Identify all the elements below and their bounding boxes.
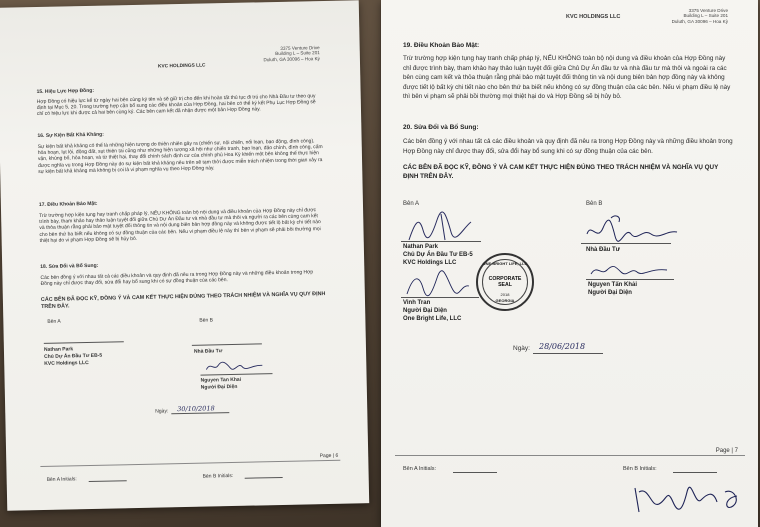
- address-line: Duluth, GA 30096 – Hoa Kỳ: [671, 18, 728, 24]
- seal-year: 2018: [500, 292, 510, 297]
- signature-line-b2: [200, 373, 272, 376]
- address-line: Building L – Suite 201: [683, 13, 728, 19]
- party-a-label: Bên A: [47, 318, 61, 325]
- signature-line-a: [44, 341, 124, 344]
- signature-line-b: [581, 243, 671, 244]
- initials-a-label: Bên A Initials:: [46, 476, 77, 483]
- initials-a-label: Bên A Initials:: [403, 466, 437, 472]
- section-17-text: Trừ trường hợp kiện tụng hay tranh chấp pháp lý, NẾU KHÔNG toàn bộ nội dung và điều khoản của Hợp Đồng này chỉ được trình bày, tham khảo hay thảo luận tuyệt đối giữa Chủ Dự Án Đầu tư và nhà đầu tư mà thôi và người ra các bên cùng cam kết và thỏa thuận rằng phải bảo mật tuyệt đối thông tin và nội dung biên bản hợp đồng này và không được tiết lộ bất kỳ chi tiết nào cho bên thứ ba biết nếu không có sự đồng thuận của các bên. Nếu vi phạm điều lệ này thì bên vi phạm sẽ phải bồi thường mọi thiệt hại do vi phạm Hợp Đồng sẽ bị hủy bỏ.: [39, 207, 321, 244]
- contract-page-7: [381, 0, 758, 527]
- party-a-company: KVC Holdings LLC: [403, 260, 457, 266]
- section-18-text: Các bên đồng ý với nhau tất cả các điều khoản và quy định đã nêu ra trong Hợp Đồng này và những điều khoản trong Hợp Đồng này chỉ được thay đổi, sửa đổi hay bổ sung khi có sự đồng thuận của các bên.: [40, 269, 314, 288]
- page6-company: KVC HOLDINGS LLC: [157, 63, 206, 70]
- section-19-text: Trừ trường hợp kiện tụng hay tranh chấp pháp lý, NẾU KHÔNG toàn bộ nội dung và điều khoản của Hợp Đồng này chỉ được trình bày, tham khảo hay thảo luận tuyệt đối giữa Chủ Dự Án đầu tư và nhà đầu tư mà thôi và ngoài ra các bên cùng cam kết và thỏa thuận rằng phải bảo mật tuyệt đối thông tin và nội dung biên bản hợp đồng này và không được tiết lộ bất kỳ chi tiết nào cho bên thứ ba biết nếu không có sự đồng thuận của các bên. Nếu vi phạm điều lệ này thì bên vi phạm sẽ phải bồi thường mọi thiệt hại do và Hợp Đồng sẽ bị hủy bỏ.: [403, 55, 731, 101]
- section-15-text: Hợp Đồng có hiệu lực kể từ ngày hai bên cùng ký tên và sẽ giữ trị cho đến khi hoàn tất thủ tục đi trú cho Nhà Đầu tư theo quy định tại Mục 5, 20. Trong trường hợp cần bổ sung các điều khoản của Hợp Đồng, hai bên có thể ký kết Phụ Lục Hợp Đồng sẽ chỉ có hiệu lực khi được cả hai bên cùng ký. Các bên cam kết đã nhận được một bản Hợp Đồng này.: [36, 93, 316, 118]
- signature-line-a: [401, 241, 481, 242]
- party-b-role: Người Đại Diện: [588, 290, 632, 296]
- page7-address: [672, 8, 728, 24]
- seal-state: GEORGIA: [495, 298, 515, 303]
- party-b-signature: [204, 358, 264, 373]
- section-20-text: Các bên đồng ý với nhau tất cả các điều khoản và quy định đã nêu ra trong Hợp Đồng này và những điều khoản trong Hợp Đồng này chỉ được thay đổi, sửa đổi hay bổ sung khi có sự đồng thuận của các bên.: [403, 138, 733, 155]
- party-a-signature: [401, 210, 481, 244]
- address-line: 3375 Venture Drive: [280, 45, 320, 51]
- party-c-role: Người Đại Diện: [403, 308, 447, 314]
- initials-b-signature: [629, 478, 749, 518]
- party-b-name: Nguyen Tan Khai: [200, 376, 242, 384]
- initials-b-line: [673, 472, 717, 473]
- section-20-title: 20. Sửa Đổi và Bổ Sung:: [403, 124, 479, 131]
- section-16-title: 16. Sự Kiện Bất Khả Kháng:: [37, 131, 104, 140]
- initials-b-label: Bên B Initials:: [623, 466, 657, 472]
- page-number: Page | 7: [715, 448, 738, 454]
- date-label: Ngày:: [155, 408, 169, 415]
- address-line: Building L – Suite 201: [275, 50, 320, 57]
- party-a-company: KVC Holdings LLC: [44, 359, 89, 367]
- party-b-rep-signature: [589, 262, 669, 278]
- section-16-text: Sự kiện bất khả kháng có thể là những hiện tượng do thiên nhiên gây ra (chiến sự, nội chiến, nổi loạn, bạo động, đình công), hỏa hoạn, lụt lội, động đất, sụt thiên tai cũng như những hiện tượng xã hội như chiến tranh, bạo loạn, đảo chính, đình công, cấm vận, khủng bố, hỏa hoạn, và từ thiệt hại, thay đổi chính sách định cư của chính phủ Hoa Kỳ khiến một bên không thể thực hiện được nghĩa vụ trong Hợp Đồng này do sự kiện bất khả kháng nêu trên sẽ tạm thời được miễn trách nhiệm trong thời gian xảy ra sự kiện bất khả kháng mà không bị coi là vi phạm nghĩa vụ theo Hợp Đồng này.: [37, 138, 323, 175]
- section-18-title: 18. Sửa Đổi và Bổ Sung:: [40, 262, 99, 270]
- date-label: Ngày:: [513, 345, 530, 352]
- page7-company: KVC HOLDINGS LLC: [566, 14, 621, 20]
- party-b-name: Nguyen Tấn Khải: [588, 282, 638, 288]
- section-17-title: 17. Điều Khoản Bảo Mật:: [38, 200, 98, 209]
- address-line: 3375 Venture Drive: [688, 8, 728, 13]
- footer-rule: [40, 460, 340, 467]
- section-19-title: 19. Điều Khoản Bảo Mật:: [403, 42, 480, 49]
- one-bright-life-signature: [403, 270, 473, 298]
- signature-line-c: [401, 297, 479, 298]
- date-value: 28/06/2018: [539, 342, 586, 351]
- party-a-label: Bên A: [403, 201, 420, 207]
- seal-top-text: ONE BRIGHT LIFE, LLC: [482, 261, 528, 266]
- date-line: [533, 353, 603, 354]
- date-value: 30/10/2018: [177, 404, 215, 414]
- contract-page-6: [0, 0, 369, 510]
- initials-a-line: [89, 480, 127, 482]
- agreement-statement: CÁC BÊN ĐÃ ĐỌC KỸ, ĐỒNG Ý VÀ CAM KẾT THỰC HIỆN ĐÚNG THEO TRÁCH NHIỆM VÀ NGHĨA VỤ QUY ĐỊNH TRÊN ĐÂY.: [403, 164, 719, 180]
- signature-line-b: [192, 343, 262, 345]
- party-c-name: Vinh Tran: [403, 300, 431, 306]
- corporate-seal: [476, 253, 534, 311]
- party-b-role: Người Đại Diện: [200, 383, 238, 391]
- initials-b-line: [245, 477, 283, 479]
- party-b-label: Bên B: [199, 317, 214, 324]
- initials-a-line: [453, 472, 497, 473]
- page6-address: [263, 45, 320, 62]
- party-a-title: Chủ Dự Án Đầu Tư EB-5: [44, 352, 103, 360]
- seal-center-text: CORPORATE SEAL: [488, 276, 522, 288]
- party-c-company: One Bright Life, LLC: [403, 316, 462, 322]
- party-b-title: Nhà Đầu Tư: [193, 348, 223, 355]
- address-line: Duluth, GA 30096 – Hoa Kỳ: [263, 55, 320, 63]
- party-b-title: Nhà Đầu Tư: [586, 247, 621, 253]
- footer-rule: [395, 455, 745, 456]
- signature-line-b2: [586, 279, 674, 280]
- party-a-title: Chủ Dự Án Đầu Tư EB-5: [403, 252, 473, 258]
- party-b-label: Bên B: [586, 201, 603, 207]
- page-number: Page | 6: [319, 452, 339, 460]
- agreement-statement: CÁC BÊN ĐÃ ĐỌC KỸ, ĐỒNG Ý VÀ CAM KẾT THỰC HIỆN ĐÚNG THEO TRÁCH NHIỆM VÀ NGHĨA VỤ QUY ĐỊNH TRÊN ĐÂY.: [40, 291, 326, 310]
- date-line: [171, 412, 229, 414]
- initials-b-label: Bên B Initials:: [202, 472, 234, 480]
- party-a-name: Nathan Park: [403, 244, 439, 250]
- party-a-name: Nathan Park: [43, 346, 74, 353]
- section-15-title: 15. Hiệu Lực Hợp Đồng:: [36, 87, 95, 96]
